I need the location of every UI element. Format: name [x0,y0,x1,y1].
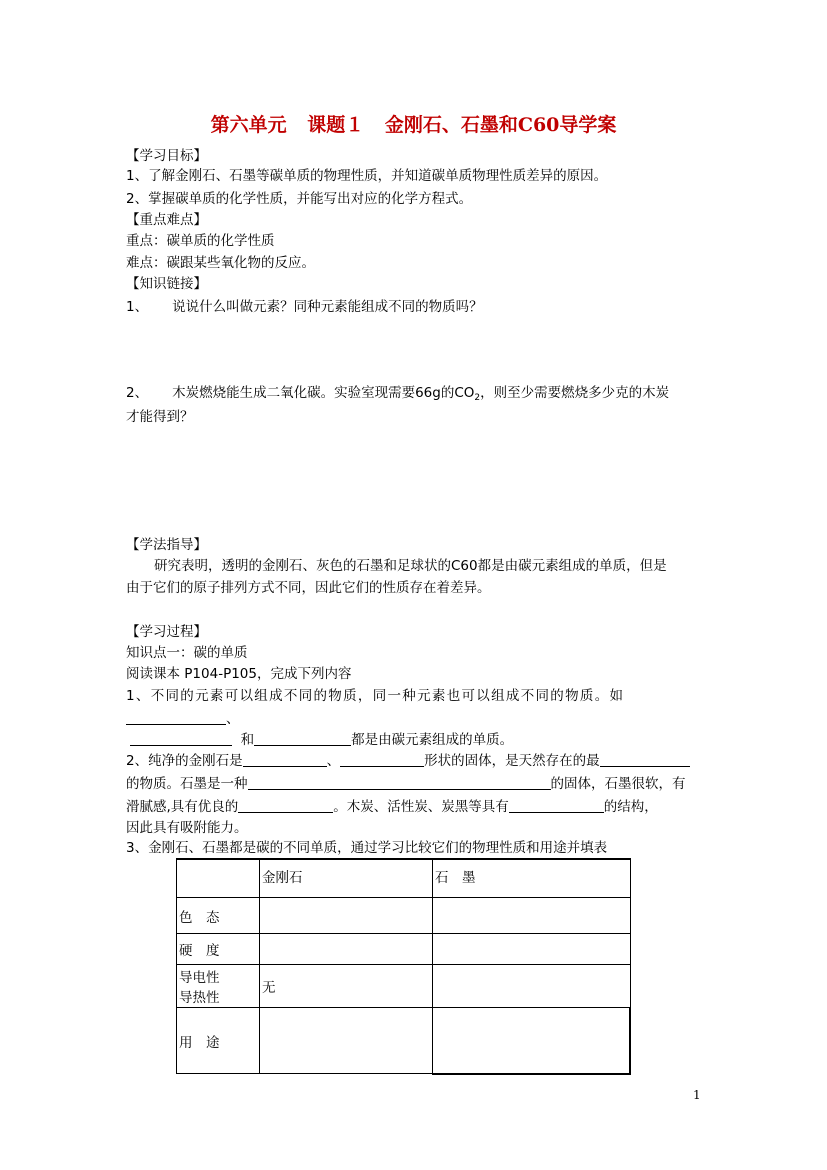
blank-2c[interactable] [600,752,690,767]
fill-2-e: 的固体，石墨很软，有 [550,776,686,792]
fill-2-c: 形状的固体，是天然存在的最 [424,753,600,769]
title-unit: 第六单元 [210,114,287,136]
fill-2-line-4: 因此具有吸附能力。 [126,820,248,836]
title-topic: 金刚石、石墨和C60导学案 [384,114,617,136]
co2-subscript: 2 [474,393,481,403]
fill-1-line-1: 1、不同的元素可以组成不同的物质，同一种元素也可以组成不同的物质。如 [126,688,625,704]
row-label-conductivity [177,965,260,1008]
blank-2d[interactable] [248,775,551,790]
table-row [177,898,631,934]
cell-graphite-hardness[interactable] [433,934,631,965]
key-point: 重点：碳单质的化学性质 [126,233,275,249]
process-heading: 【学习过程】 [126,624,207,640]
fill-2-a: 2、纯净的金刚石是 [126,753,243,769]
question-2-continued: 才能得到？ [126,409,194,425]
fill-2-g: 。木炭、活性炭、炭黑等具有 [333,799,509,815]
method-heading: 【学法指导】 [126,537,207,553]
fill-3-instruction: 3、金刚石、石墨都是碳的不同单质，通过学习比较它们的物理性质和用途并填表 [126,840,608,856]
header-diamond: 金刚石 [260,859,433,898]
knowledge-point-1: 知识点一：碳的单质 [126,645,248,661]
fill-2-line-2 [126,774,686,794]
blank-1a[interactable] [126,710,226,725]
fill-2-f: 滑腻感,具有优良的 [126,799,239,815]
question-2-number: 2、 [126,385,149,401]
goal-1: 1、了解金刚石、石墨等碳单质的物理性质，并知道碳单质物理性质差异的原因。 [126,168,608,184]
fill-2-d: 的物质。石墨是一种 [126,776,248,792]
title-lesson: 课题１ [307,114,365,136]
fill-2-h: 的结构， [603,799,658,815]
method-paragraph-line-1: 研究表明，透明的金刚石、灰色的石墨和足球状的C60都是由碳元素组成的单质，但是 [154,558,667,574]
fill-2-b: 、 [326,753,341,769]
table-row [177,1008,631,1074]
fill-1-line-2 [126,709,240,729]
cell-diamond-color-state[interactable] [260,898,433,934]
question-2 [126,383,669,408]
table-row [177,965,631,1008]
goal-2: 2、掌握碳单质的化学性质，并能写出对应的化学方程式。 [126,191,473,207]
blank-2b[interactable] [340,752,424,767]
fill-1-end: 都是由碳元素组成的单质。 [351,732,514,748]
question-1-text: 说说什么叫做元素？同种元素能组成不同的物质吗？ [172,299,483,315]
fill-1-line-3 [130,730,513,750]
question-2-text-a: 木炭燃烧能生成二氧化碳。实验室现需要66g的CO [172,385,475,401]
cell-graphite-color-state[interactable] [433,898,631,934]
table-header-row [177,859,631,898]
blank-1b[interactable] [130,731,232,746]
properties-table [176,858,631,1075]
fill-1-and: 和 [240,732,255,748]
row-label-uses: 用 途 [177,1008,260,1074]
knowledge-link-heading: 【知识链接】 [126,276,207,292]
blank-2e[interactable] [238,798,333,813]
cell-graphite-uses[interactable] [433,1008,631,1074]
blank-2a[interactable] [243,752,327,767]
reading-instruction: 阅读课本 P104-P105，完成下列内容 [126,666,352,682]
label-electrical-conductivity: 导电性 [179,970,220,986]
row-label-hardness: 硬 度 [177,934,260,965]
fill-2-line-3 [126,797,658,817]
question-1 [126,297,483,317]
method-paragraph-line-2: 由于它们的原子排列方式不同，因此它们的性质存在着差异。 [126,580,491,596]
fill-2-line-1 [126,751,690,771]
header-empty-cell [177,859,260,898]
table-row [177,934,631,965]
cell-graphite-conductivity[interactable] [433,965,631,1008]
cell-diamond-uses[interactable] [260,1008,433,1074]
goals-heading: 【学习目标】 [126,148,207,164]
question-2-text-b: ，则至少需要燃烧多少克的木炭 [480,385,670,401]
page-number: 1 [693,1088,701,1102]
page-title [0,110,827,137]
blank-1c[interactable] [254,731,351,746]
row-label-color-state: 色 态 [177,898,260,934]
question-1-number: 1、 [126,299,149,315]
keypoints-heading: 【重点难点】 [126,212,207,228]
difficulty-point: 难点：碳跟某些氧化物的反应。 [126,255,315,271]
header-graphite: 石 墨 [433,859,631,898]
label-thermal-conductivity: 导热性 [179,990,220,1006]
fill-1-sep: 、 [226,711,240,727]
cell-diamond-conductivity[interactable]: 无 [260,965,433,1008]
cell-diamond-hardness[interactable] [260,934,433,965]
blank-2f[interactable] [509,798,604,813]
